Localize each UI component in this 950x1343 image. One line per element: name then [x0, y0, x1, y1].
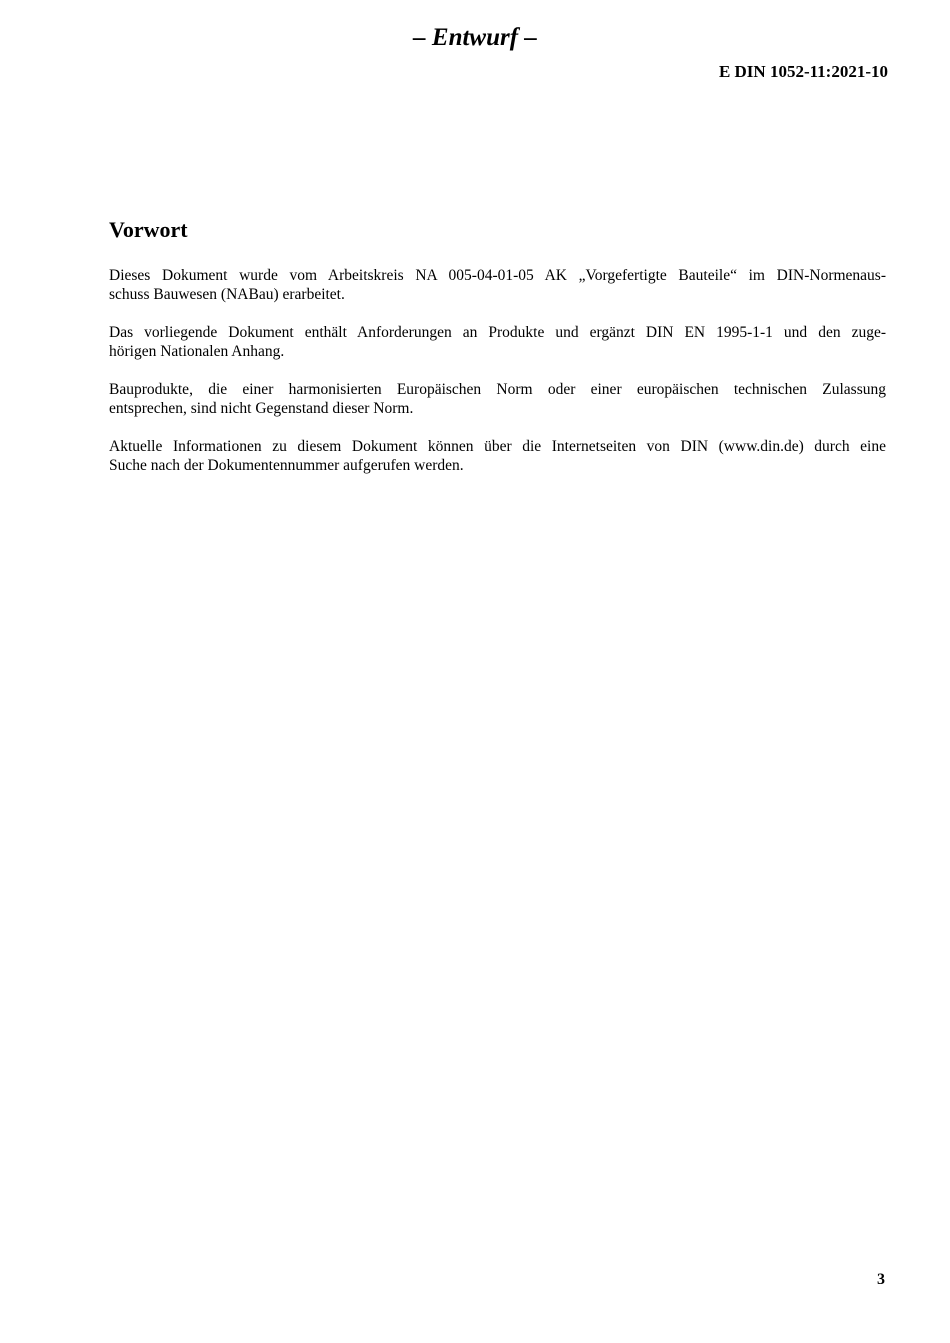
paragraph-line: Das vorliegende Dokument enthält Anforderungen an Produkte und ergänzt DIN EN 1995-1-1 und den zuge- [109, 324, 886, 341]
section-title: Vorwort [109, 217, 188, 242]
draft-label: – Entwurf – [413, 24, 537, 51]
paragraph-line: hörigen Nationalen Anhang. [109, 343, 285, 360]
paragraph [109, 437, 886, 475]
paragraph [109, 323, 886, 361]
paragraph-line: Suche nach der Dokumentennummer aufgerufen werden. [109, 457, 464, 474]
paragraph-line: Dieses Dokument wurde vom Arbeitskreis NA 005-04-01-05 AK „Vorgefertigte Bauteile“ im DIN-Normenaus- [109, 267, 886, 284]
section-body [109, 266, 886, 494]
paragraph-line: Bauprodukte, die einer harmonisierten Europäischen Norm oder einer europäischen technischen Zulassung [109, 381, 886, 398]
paragraph-line: schuss Bauwesen (NABau) erarbeitet. [109, 286, 345, 303]
paragraph-line: Aktuelle Informationen zu diesem Dokument können über die Internetseiten von DIN (www.din.de) durch eine [109, 438, 886, 455]
page-number: 3 [877, 1271, 885, 1288]
paragraph-line: entsprechen, sind nicht Gegenstand dieser Norm. [109, 400, 414, 417]
paragraph [109, 266, 886, 304]
document-id: E DIN 1052-11:2021-10 [718, 62, 888, 81]
paragraph [109, 380, 886, 418]
